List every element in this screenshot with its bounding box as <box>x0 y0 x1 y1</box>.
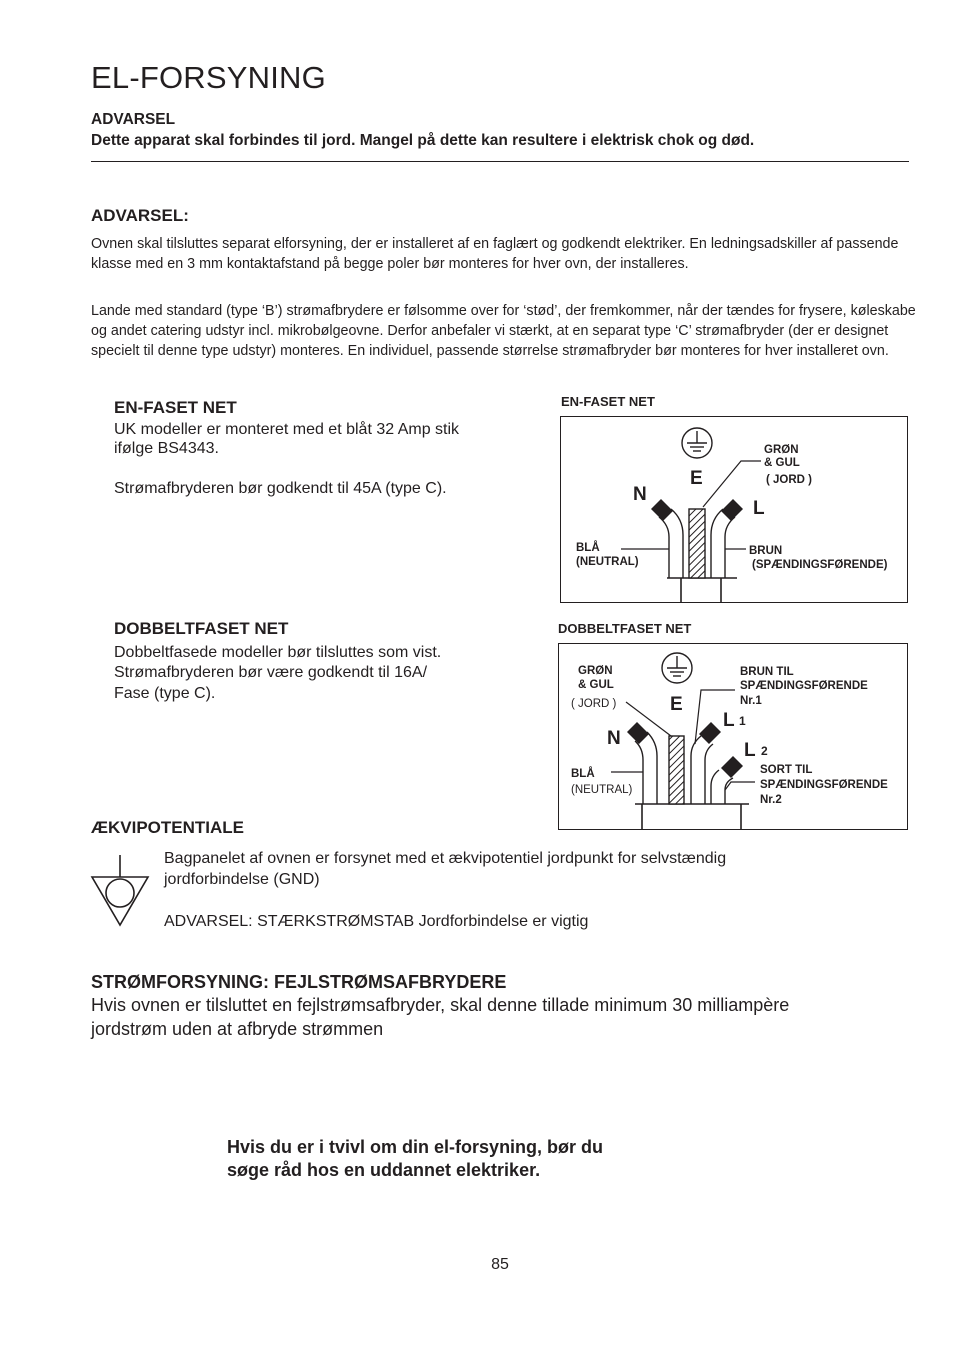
advarsel-paragraph-1: Ovnen skal tilsluttes separat elforsyning, der er installeret af en faglært og godkendt elektriker. En ledningsadskiller af passende klasse med en 3 mm kontaktafstand på begge poler bør monteres for hver ovn, der installeres. <box>91 236 899 272</box>
neutral-label-1: BLÅ <box>571 768 595 780</box>
sub-2: 2 <box>761 744 768 758</box>
l1-label-3: Nr.1 <box>740 695 762 707</box>
live-label-1: BRUN <box>749 545 783 557</box>
advarsel-paragraph-2: Lande med standard (type ‘B’) strømafbrydere er følsomme over for ‘stød’, der fremkommer, når der tændes for frysere, køleskabe og andet catering udstyr incl. mikrobølgeovne. Derfor anbefaler vi stærkt, at en separat type ‘C’ strømafbryder (der er designet specielt til denne type udstyr) monteres. En individuel, passende størrelse strømafbryder bør monteres for hver installeret ovn. <box>91 303 916 359</box>
equipotential-line-1: Bagpanelet af ovnen er forsynet med et ækvipotentiel jordpunkt for selvstændig <box>164 850 727 867</box>
neutral-label-2: (NEUTRAL) <box>576 556 639 568</box>
equipotential-icon <box>90 855 150 929</box>
single-phase-diagram-title: EN-FASET NET <box>561 394 655 409</box>
single-phase-line-3: Strømafbryderen bør godkendt til 45A (type C). <box>114 480 447 497</box>
two-phase-line-2: Strømafbryderen bør være godkendt til 16A/ <box>114 664 428 681</box>
letter-l: L <box>753 498 765 519</box>
l2-label-1: SORT TIL <box>760 764 813 776</box>
live-label-2: (SPÆNDINGSFØRENDE) <box>752 559 888 571</box>
two-phase-diagram-title: DOBBELTFASET NET <box>558 621 692 636</box>
advice-line-2: søge råd hos en uddannet elektriker. <box>227 1160 541 1180</box>
single-phase-line-2: ifølge BS4343. <box>114 440 219 457</box>
rcd-heading: STRØMFORSYNING: FEJLSTRØMSAFBRYDERE <box>91 972 507 992</box>
two-phase-diagram <box>558 643 908 830</box>
earth-label-2: & GUL <box>764 457 800 469</box>
two-phase-line-3: Fase (type C). <box>114 685 216 702</box>
l2-label-3: Nr.2 <box>760 794 782 806</box>
page-title: EL-FORSYNING <box>91 60 326 95</box>
letter-l1: L <box>723 710 735 731</box>
earth-symbol-icon <box>682 428 712 458</box>
earth-label-3: ( JORD ) <box>766 474 812 486</box>
warning-heading: ADVARSEL <box>91 111 176 128</box>
neutral-label-2: (NEUTRAL) <box>571 784 633 796</box>
l1-label-2: SPÆNDINGSFØRENDE <box>740 680 868 692</box>
l2-label-2: SPÆNDINGSFØRENDE <box>760 779 888 791</box>
earth-label-1: GRØN <box>578 665 613 677</box>
equipotential-line-3: ADVARSEL: STÆRKSTRØMSTAB Jordforbindelse er vigtig <box>164 913 589 930</box>
earth-symbol-icon <box>662 653 692 683</box>
letter-n: N <box>633 484 647 505</box>
advarsel-heading: ADVARSEL: <box>91 206 189 225</box>
single-phase-diagram <box>560 416 908 603</box>
two-phase-heading: DOBBELTFASET NET <box>114 619 289 638</box>
earth-label-3: ( JORD ) <box>571 698 617 710</box>
single-phase-heading: EN-FASET NET <box>114 398 237 417</box>
l1-label-1: BRUN TIL <box>740 666 794 678</box>
advice-line-1: Hvis du er i tvivl om din el-forsyning, bør du <box>227 1137 604 1157</box>
divider <box>91 161 909 162</box>
single-phase-line-1: UK modeller er monteret med et blåt 32 Amp stik <box>114 421 460 438</box>
page-number: 85 <box>491 1256 509 1273</box>
warning-text: Dette apparat skal forbindes til jord. Mangel på dette kan resultere i elektrisk chok og død. <box>91 132 755 149</box>
rcd-line-1: Hvis ovnen er tilsluttet en fejlstrømsafbryder, skal denne tillade minimum 30 milliampère <box>91 995 790 1015</box>
letter-e: E <box>670 694 683 715</box>
letter-e: E <box>690 468 703 489</box>
rcd-line-2: jordstrøm uden at afbryde strømmen <box>91 1019 384 1039</box>
neutral-label-1: BLÅ <box>576 542 600 554</box>
letter-l2: L <box>744 740 756 761</box>
letter-n: N <box>607 728 621 749</box>
sub-1: 1 <box>739 714 746 728</box>
earth-label-1: GRØN <box>764 444 799 456</box>
earth-label-2: & GUL <box>578 679 614 691</box>
two-phase-line-1: Dobbeltfasede modeller bør tilsluttes som vist. <box>114 644 442 661</box>
equipotential-line-2: jordforbindelse (GND) <box>164 871 320 888</box>
equipotential-heading: ÆKVIPOTENTIALE <box>91 818 245 837</box>
